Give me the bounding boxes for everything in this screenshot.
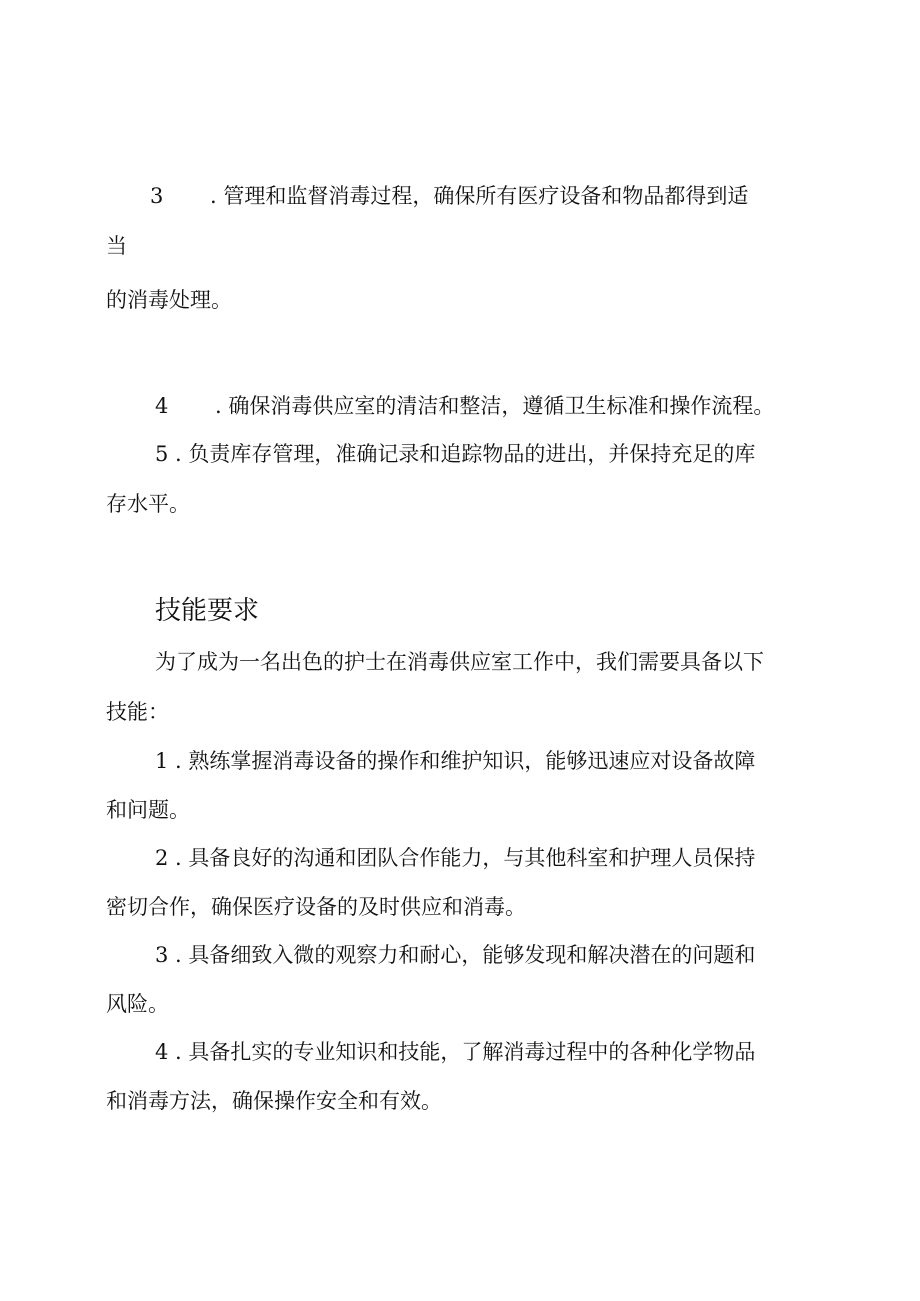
skill-item-4: 4 . 具备扎实的专业知识和技能，了解消毒过程中的各种化学物品 [155,1040,756,1064]
skills-intro: 为了成为一名出色的护士在消毒供应室工作中，我们需要具备以下 [155,650,764,674]
skill-item-3: 3 . 具备细致入微的观察力和耐心，能够发现和解决潜在的问题和 [155,943,756,967]
duty-item-3-number: 3 [150,184,164,208]
duty-item-4 [155,391,774,421]
section-heading-skills: 技能要求 [155,596,260,626]
skill-item-2-continuation: 密切合作，确保医疗设备的及时供应和消毒。 [106,895,526,919]
duty-item-3-text: . 管理和监督消毒过程，确保所有医疗设备和物品都得到适 [210,184,749,208]
skill-item-4-continuation: 和消毒方法，确保操作安全和有效。 [106,1089,442,1113]
duty-item-3 [150,181,748,211]
duty-item-5: 5 . 负责库存管理，准确记录和追踪物品的进出，并保持充足的库 [155,442,756,466]
duty-item-3-continuation: 的消毒处理。 [106,288,232,312]
skill-item-2: 2 . 具备良好的沟通和团队合作能力，与其他科室和护理人员保持 [155,846,756,870]
skill-item-1-continuation: 和问题。 [106,798,190,822]
skills-intro-continuation: 技能： [106,700,169,724]
duty-item-4-number: 4 [155,394,169,418]
duty-item-4-text: . 确保消毒供应室的清洁和整洁，遵循卫生标准和操作流程。 [215,394,775,418]
skill-item-1: 1 . 熟练掌握消毒设备的操作和维护知识，能够迅速应对设备故障 [155,749,756,773]
duty-item-5-continuation: 存水平。 [106,492,190,516]
duty-item-3-wrap: 当 [106,234,127,258]
skill-item-3-continuation: 风险。 [106,992,169,1016]
